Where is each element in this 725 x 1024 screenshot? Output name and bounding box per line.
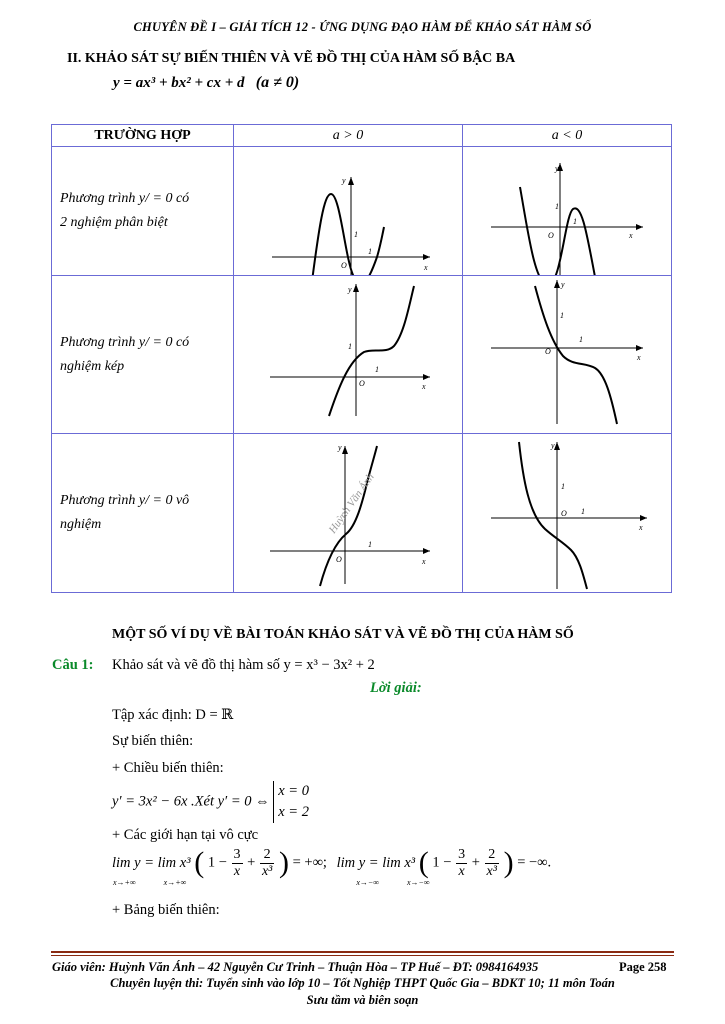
footer-divider xyxy=(51,955,674,956)
origin-label: O xyxy=(548,231,554,240)
y-axis-label: y xyxy=(561,280,565,289)
denominator: x³ xyxy=(261,863,273,879)
case-line-2: nghiệm xyxy=(60,517,102,532)
graph-cell xyxy=(463,147,672,276)
root-2: x = 2 xyxy=(278,804,309,820)
graph-cell xyxy=(234,276,463,434)
footer-divider xyxy=(51,951,674,953)
footer-teacher: Giáo viên: Huỳnh Văn Ánh – 42 Nguyễn Cư Trinh – Thuận Hòa – TP Huế – ĐT: 0984164935 xyxy=(52,960,539,974)
fraction-2-over-x3 xyxy=(260,847,274,880)
denominator: x xyxy=(458,863,465,879)
fraction-3-over-x xyxy=(232,847,243,880)
numerator: 2 xyxy=(485,847,499,864)
header-a-positive xyxy=(234,125,463,147)
y-axis-label: y xyxy=(338,443,342,452)
graph-a-neg-two-roots xyxy=(463,147,671,275)
question-text: Khảo sát và vẽ đồ thị hàm số y = x³ − 3x² + 2 xyxy=(112,657,375,673)
paren-open: ( xyxy=(418,846,429,879)
limit-sub: x→+∞ xyxy=(113,878,136,887)
denominator: x³ xyxy=(486,863,497,879)
unit-label: 1 xyxy=(579,335,583,344)
variation-table-title: + Bảng biến thiên: xyxy=(112,902,220,918)
x-axis-label: x xyxy=(422,382,426,391)
examples-title: MỘT SỐ VÍ DỤ VỀ BÀI TOÁN KHẢO SÁT VÀ VẼ ĐỒ THỊ CỦA HÀM SỐ xyxy=(112,627,574,642)
limit-result: = +∞; xyxy=(292,854,327,871)
frac-one: 1 − xyxy=(432,854,452,871)
fraction-3-over-x xyxy=(456,847,467,880)
y-axis-label: y xyxy=(348,285,352,294)
graph-a-neg-no-root xyxy=(463,434,671,592)
unit-label: 1 xyxy=(368,540,372,549)
table-row xyxy=(52,147,672,276)
derivative-text: y′ = 3x² − 6x .Xét y′ = 0 ⇔ xyxy=(112,793,270,810)
case-line-1: Phương trình y/ = 0 có xyxy=(60,191,190,206)
roots-bracket xyxy=(273,781,309,823)
domain-line: Tập xác định: D = ℝ xyxy=(112,707,234,723)
formula-text: y = ax³ + bx² + cx + d xyxy=(113,75,245,91)
formula-condition: (a ≠ 0) xyxy=(255,74,300,91)
x-axis-label: x xyxy=(629,231,633,240)
table-header-row xyxy=(52,125,672,147)
question-label: Câu 1: xyxy=(52,657,94,673)
page-number: Page 258 xyxy=(619,960,667,974)
table-row xyxy=(52,276,672,434)
graph-a-pos-no-root xyxy=(234,434,462,592)
limit-minus-infinity xyxy=(337,857,416,869)
paren-close: ) xyxy=(278,846,289,879)
limit-plus-infinity xyxy=(112,857,191,869)
limits-title: + Các giới hạn tại vô cực xyxy=(112,827,259,843)
unit-label: 1 xyxy=(375,365,379,374)
graph-a-pos-double-root xyxy=(234,276,462,433)
table-row xyxy=(52,434,672,593)
cases-table xyxy=(51,124,672,593)
watermark: Huỳnh Văn Ánh xyxy=(326,471,377,536)
y-axis-label: y xyxy=(551,441,555,450)
header-case: TRƯỜNG HỢP xyxy=(52,125,234,147)
variation-line: Sự biến thiên: xyxy=(112,733,194,749)
x-axis-label: x xyxy=(422,557,426,566)
graph-a-pos-two-roots xyxy=(234,147,462,275)
unit-label: 1 xyxy=(581,507,585,516)
limit-sub: x→−∞ xyxy=(406,878,430,887)
unit-label: 1 xyxy=(348,342,352,351)
unit-label: 1 xyxy=(555,202,559,211)
denominator: x xyxy=(233,863,241,879)
origin-label: O xyxy=(359,379,365,388)
limit-expr: lim y = lim x³ xyxy=(112,855,191,871)
limits-line xyxy=(112,846,551,880)
limit-expr: lim y = lim x³ xyxy=(336,855,416,871)
footer-credit: Sưu tầm và biên soạn xyxy=(306,993,419,1007)
limit-sub: x→−∞ xyxy=(356,878,379,887)
x-axis-label: x xyxy=(637,353,641,362)
graph-cell xyxy=(463,434,672,593)
case-line-1: Phương trình y/ = 0 có xyxy=(60,334,190,350)
case-line-2: nghiệm kép xyxy=(60,358,125,374)
case-no-root xyxy=(52,434,234,593)
limit-subscripts xyxy=(113,878,430,887)
case-line-1: Phương trình y/ = 0 vô xyxy=(60,493,190,508)
origin-label: O xyxy=(341,261,347,270)
unit-label: 1 xyxy=(560,311,564,320)
derivative-line xyxy=(112,781,309,823)
limit-result: = −∞. xyxy=(517,854,552,871)
graph-cell xyxy=(463,276,672,434)
header-a-negative-label: a < 0 xyxy=(551,127,583,143)
graph-cell xyxy=(234,434,463,593)
numerator: 3 xyxy=(233,846,241,862)
solution-label: Lời giải: xyxy=(370,680,422,696)
footer-program: Chuyên luyện thi: Tuyển sinh vào lớp 10 – Tốt Nghiệp THPT Quốc Gia – BDKT 10; 11 môn Toán xyxy=(110,976,615,990)
x-axis-label: x xyxy=(424,263,428,272)
fraction-2-over-x3 xyxy=(485,847,499,880)
numerator: 3 xyxy=(458,846,466,862)
case-line-2: 2 nghiệm phân biệt xyxy=(60,215,168,230)
numerator: 2 xyxy=(260,847,274,864)
unit-label: 1 xyxy=(354,230,358,239)
origin-label: O xyxy=(561,509,567,518)
limit-sub: x→+∞ xyxy=(163,878,187,887)
root-1: x = 0 xyxy=(278,783,309,799)
y-axis-label: y xyxy=(555,164,559,173)
paren-close: ) xyxy=(503,846,514,879)
graph-a-neg-double-root xyxy=(463,276,671,433)
header-a-negative xyxy=(463,125,672,147)
cubic-formula xyxy=(113,74,299,92)
graph-cell xyxy=(234,147,463,276)
case-two-roots xyxy=(52,147,234,276)
unit-label: 1 xyxy=(573,217,577,226)
frac-one: 1 − xyxy=(207,854,227,871)
page-header: CHUYÊN ĐỀ I – GIẢI TÍCH 12 - ỨNG DỤNG ĐẠO HÀM ĐỂ KHẢO SÁT HÀM SỐ xyxy=(133,20,592,34)
header-a-positive-label: a > 0 xyxy=(332,127,364,143)
case-double-root xyxy=(52,276,234,434)
section-title: II. KHẢO SÁT SỰ BIẾN THIÊN VÀ VẼ ĐỒ THỊ CỦA HÀM SỐ BẬC BA xyxy=(67,51,516,66)
y-axis-label: y xyxy=(342,176,346,185)
plus-sign: + xyxy=(471,854,480,871)
plus-sign: + xyxy=(247,854,256,871)
monotonic-line: + Chiều biến thiên: xyxy=(112,760,224,776)
paren-open: ( xyxy=(194,846,205,879)
origin-label: O xyxy=(336,555,342,564)
unit-label: 1 xyxy=(368,247,372,256)
origin-label: O xyxy=(545,347,551,356)
unit-label: 1 xyxy=(561,482,565,491)
x-axis-label: x xyxy=(639,523,643,532)
